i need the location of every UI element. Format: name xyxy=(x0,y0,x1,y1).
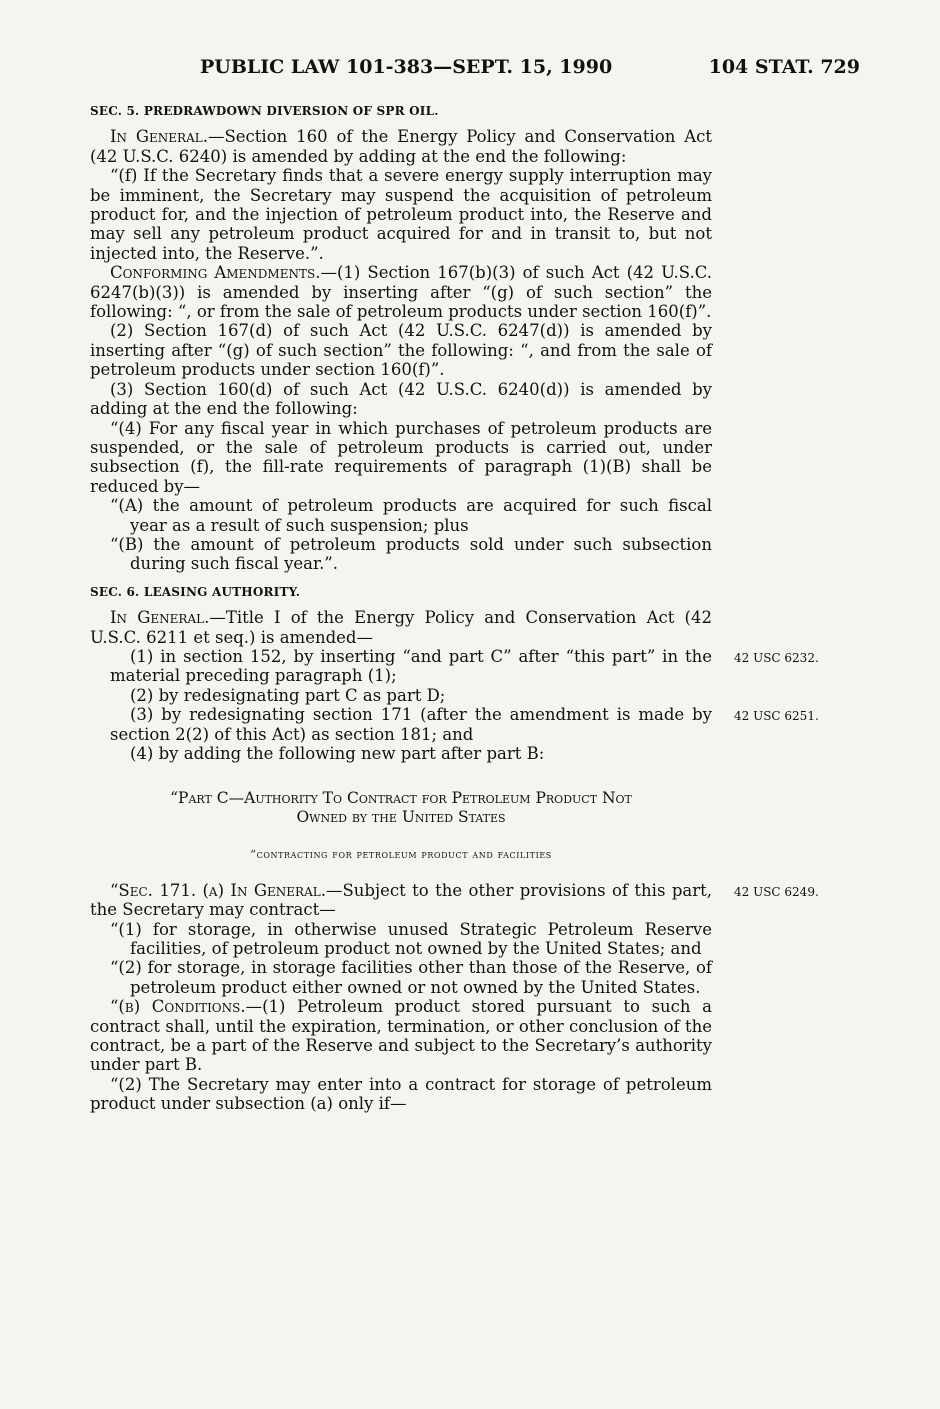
section-5-heading: SEC. 5. PREDRAWDOWN DIVERSION OF SPR OIL. xyxy=(90,104,439,118)
sec6-item-1: (1) in section 152, by inserting “and part C” after “this part” in the material preceding paragraph (1); xyxy=(110,646,712,686)
sec171-label: “Sec. 171. (a) In General. xyxy=(110,880,326,900)
margin-citation-6232: 42 USC 6232. xyxy=(734,650,819,665)
sec5-a-label: In General. xyxy=(110,127,208,147)
sec5-subparagraph-b: “(B) the amount of petroleum products sold under such subsection during such fiscal year.”. xyxy=(110,534,712,574)
document-body xyxy=(90,102,819,1114)
margin-citation-6249: 42 USC 6249. xyxy=(734,884,819,899)
header-title: PUBLIC LAW 101-383—SEPT. 15, 1990 xyxy=(200,56,613,78)
part-c-heading xyxy=(100,789,702,827)
part-c-subheading: “contracting for petroleum product and facilities xyxy=(250,847,552,862)
sec5-subsection-a xyxy=(90,127,712,166)
sec6-a-text: —Title I of the Energy Policy and Conservation Act (42 U.S.C. 6211 et seq.) is amended— xyxy=(90,608,712,647)
sec171-b-text: —(1) Petroleum product stored pursuant to such a contract shall, until the expiration, termination, or other conclusion of the contract, be a part of the Reserve and subject to the Secretary’s authority under part B. xyxy=(90,997,712,1075)
sec5-a-text: —Section 160 of the Energy Policy and Conservation Act (42 U.S.C. 6240) is amended by adding at the end the following: xyxy=(90,127,712,166)
sec171-paragraph-2: “(2) for storage, in storage facilities other than those of the Reserve, of petroleum product either owned or not owned by the United States. xyxy=(110,958,712,997)
sec171-subsection-a xyxy=(90,881,712,920)
sec5-new-paragraph-4: “(4) For any fiscal year in which purchases of petroleum products are suspended, or the sale of petroleum products is carried out, under subsection (f), the fill-rate requirements of paragraph (1)(B) shall be reduced by— xyxy=(90,418,712,496)
sec5-subparagraph-a: “(A) the amount of petroleum products are acquired for such fiscal year as a result of such suspension; plus xyxy=(110,496,712,535)
sec5-b-paragraph-2: (2) Section 167(d) of such Act (42 U.S.C. 6247(d)) is amended by inserting after “(g) of such section” the following: “, and from the sale of petroleum products under section 160(f)”. xyxy=(90,321,712,380)
sec5-b-label: Conforming Amendments. xyxy=(110,263,321,283)
part-c-heading-line-1: “Part C—Authority To Contract for Petroleum Product Not xyxy=(170,789,632,808)
sec5-subsection-b xyxy=(90,263,712,321)
sec6-item-1-row xyxy=(90,646,819,686)
sec6-item-3-row xyxy=(90,705,819,744)
sec6-item-2: (2) by redesignating part C as part D; xyxy=(130,685,446,705)
sec6-subsection-a xyxy=(90,608,712,647)
sec6-item-4: (4) by adding the following new part after part B: xyxy=(130,744,545,763)
sec171-text: —Subject to the other provisions of this part, the Secretary may contract— xyxy=(90,880,712,920)
sec171-b-paragraph-2: “(2) The Secretary may enter into a contract for storage of petroleum product under subsection (a) only if— xyxy=(90,1074,712,1114)
sec5-new-subsection-f: “(f) If the Secretary finds that a severe energy supply interruption may be imminent, the Secretary may suspend the acquisition of petroleum product for, and the injection of petroleum product into, the Reserve and may sell any petroleum product acquired for and in transit to, but not injected into, the Reserve.”. xyxy=(90,166,712,263)
header-stat-page: 104 STAT. 729 xyxy=(708,56,860,78)
sec171-row xyxy=(90,880,819,920)
sec5-b-paragraph-3: (3) Section 160(d) of such Act (42 U.S.C. 6240(d)) is amended by adding at the end the following: xyxy=(90,379,712,419)
sec171-b-label: “(b) Conditions. xyxy=(110,997,246,1017)
sec171-paragraph-1: “(1) for storage, in otherwise unused Strategic Petroleum Reserve facilities, of petroleum product not owned by the United States; and xyxy=(110,919,712,959)
part-c-heading-line-2: Owned by the United States xyxy=(296,808,506,827)
sec5-b-text: —(1) Section 167(b)(3) of such Act (42 U.S.C. 6247(b)(3)) is amended by inserting after “(g) of such section” the following: “, or from the sale of petroleum products under section 160(f)”. xyxy=(90,263,712,322)
section-6-heading: SEC. 6. LEASING AUTHORITY. xyxy=(90,584,301,599)
sec6-a-label: In General. xyxy=(110,608,210,628)
margin-citation-6251: 42 USC 6251. xyxy=(734,709,819,724)
page-header xyxy=(200,56,860,78)
sec171-subsection-b xyxy=(90,997,712,1075)
sec6-item-3: (3) by redesignating section 171 (after the amendment is made by section 2(2) of this Act) as section 181; and xyxy=(110,705,712,744)
